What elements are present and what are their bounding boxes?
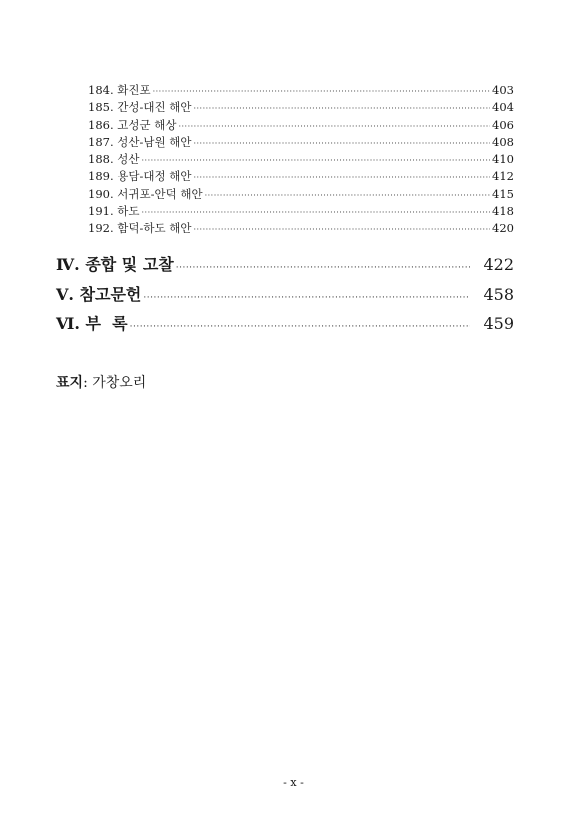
dot-leader — [176, 263, 470, 273]
toc-entry-page: 412 — [492, 169, 514, 184]
dot-leader — [193, 139, 490, 148]
chapter-number: Ⅳ. — [56, 255, 80, 274]
chapter-page: 422 — [483, 255, 514, 274]
toc-entry-page: 408 — [492, 134, 514, 149]
toc-subsection-list — [88, 82, 514, 238]
toc-entry — [88, 203, 514, 220]
toc-entry-title: 함덕-하도 해안 — [117, 221, 192, 236]
cover-caption — [56, 372, 146, 392]
toc-entry-page: 418 — [492, 204, 514, 219]
toc-entry-page: 415 — [492, 186, 514, 201]
toc-chapter-list — [56, 252, 514, 341]
chapter-title: 부 록 — [85, 314, 128, 333]
toc-entry-number: 187. — [88, 134, 114, 149]
dot-leader — [193, 173, 490, 182]
cover-label: 표지 — [56, 375, 84, 391]
toc-entry-number: 184. — [88, 83, 114, 97]
toc-entry-title: 성산 — [117, 152, 140, 167]
chapter-title: 참고문헌 — [79, 284, 142, 304]
chapter-page: 459 — [483, 314, 514, 333]
toc-entry — [88, 168, 514, 185]
toc-entry-title: 서귀포-안덕 해안 — [117, 186, 203, 201]
dot-leader — [193, 225, 490, 234]
toc-entry-number: 186. — [88, 117, 114, 132]
dot-leader — [130, 322, 470, 332]
cover-subject: 가창오리 — [92, 375, 147, 391]
dot-leader — [193, 104, 490, 113]
toc-chapter-entry — [56, 282, 514, 312]
toc-chapter-entry — [56, 311, 514, 341]
toc-entry-number: 192. — [88, 221, 114, 236]
toc-entry-number: 185. — [88, 100, 114, 115]
dot-leader — [178, 122, 490, 131]
toc-entry — [88, 82, 514, 99]
toc-entry-number: 189. — [88, 169, 114, 184]
toc-entry-title: 하도 — [117, 204, 140, 219]
toc-entry-title: 용담-대정 해안 — [117, 169, 192, 184]
toc-entry — [88, 220, 514, 237]
page-number-footer: - x - — [283, 776, 304, 789]
toc-entry-title: 화진포 — [117, 83, 151, 97]
cover-separator: : — [83, 375, 93, 391]
chapter-number: Ⅵ. — [56, 314, 80, 333]
toc-entry — [88, 99, 514, 116]
dot-leader — [141, 208, 490, 217]
toc-entry-page: 403 — [492, 83, 514, 97]
toc-entry-number: 190. — [88, 186, 114, 201]
toc-entry-title: 간성-대진 해안 — [117, 100, 192, 115]
toc-entry — [88, 134, 514, 151]
chapter-number: Ⅴ. — [56, 284, 74, 304]
toc-entry — [88, 151, 514, 168]
toc-chapter-entry — [56, 252, 514, 282]
toc-entry-title: 고성군 해상 — [117, 117, 177, 132]
dot-leader — [143, 293, 470, 303]
toc-entry — [88, 186, 514, 203]
toc-entry-title: 성산-남원 해안 — [117, 134, 192, 149]
chapter-page: 458 — [483, 284, 514, 304]
toc-entry-page: 420 — [492, 221, 514, 236]
chapter-title: 종합 및 고찰 — [85, 255, 174, 274]
toc-entry-page: 406 — [492, 117, 514, 132]
dot-leader — [205, 191, 490, 200]
dot-leader — [141, 156, 490, 165]
toc-entry-page: 404 — [492, 100, 514, 115]
dot-leader — [153, 87, 490, 96]
toc-entry-number: 188. — [88, 152, 114, 167]
toc-entry — [88, 117, 514, 134]
toc-entry-number: 191. — [88, 204, 114, 219]
toc-entry-page: 410 — [492, 152, 514, 167]
